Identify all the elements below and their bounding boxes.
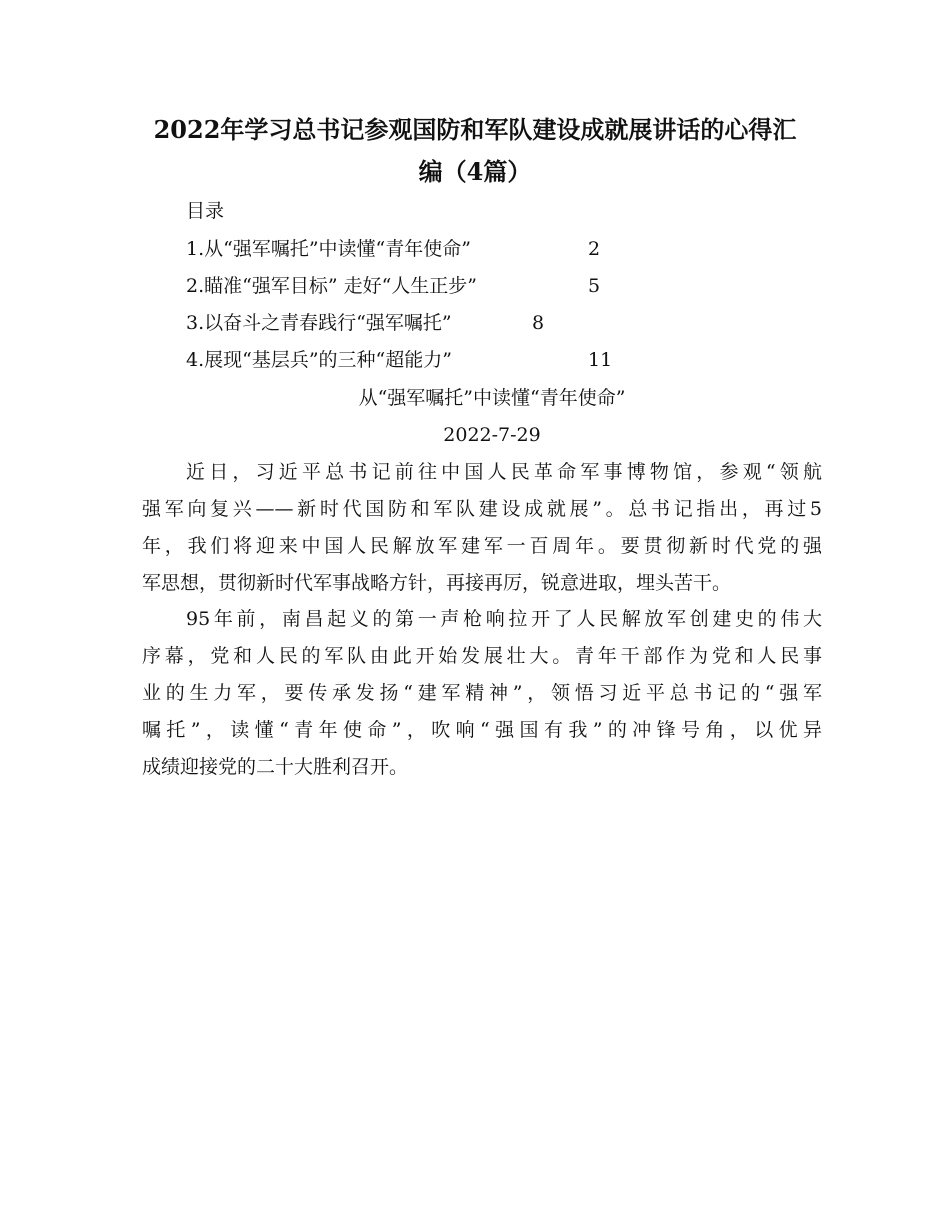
paragraph-line: 军思想，贯彻新时代军事战略方针，再接再厉，锐意进取，埋头苦干。	[142, 572, 732, 594]
paragraph-line: 嘱托”，读懂“青年使命”，吹响“强国有我”的冲锋号角，以优异	[142, 719, 822, 741]
section-date: 2022-7-29	[443, 424, 541, 446]
toc-entry-page: 11	[588, 349, 613, 371]
paragraph-line: 成绩迎接党的二十大胜利召开。	[142, 756, 409, 778]
section-title: 从“强军嘱托”中读懂“青年使命”	[358, 387, 626, 409]
body-paragraph	[142, 601, 822, 786]
document-title-line-2: 编（4篇）	[418, 157, 532, 186]
paragraph-line: 年，我们将迎来中国人民解放军建军一百周年。要贯彻新时代党的强	[142, 535, 822, 557]
toc-entry[interactable]	[186, 234, 601, 264]
document-title-line-1: 2022年学习总书记参观国防和军队建设成就展讲话的心得汇	[153, 115, 797, 144]
toc-entry[interactable]	[186, 308, 545, 338]
toc-entry-text: 1.从“强军嘱托”中读懂“青年使命”	[186, 238, 471, 260]
paragraph-line: 业的生力军，要传承发扬“建军精神”，领悟习近平总书记的“强军	[142, 682, 822, 704]
toc-entry[interactable]	[186, 271, 601, 301]
toc-entry-text: 2.瞄准“强军目标” 走好“人生正步”	[186, 275, 478, 297]
toc-entry[interactable]	[186, 345, 613, 375]
toc-entry-page: 2	[588, 238, 601, 260]
paragraph-line: 强军向复兴——新时代国防和军队建设成就展”。总书记指出，再过5	[142, 498, 822, 520]
paragraph-line: 近日，习近平总书记前往中国人民革命军事博物馆，参观“领航	[186, 461, 822, 483]
toc-entry-text: 3.以奋斗之青春践行“强军嘱托”	[186, 312, 452, 334]
body-paragraph	[142, 454, 822, 602]
toc-entry-page: 8	[532, 312, 545, 334]
toc-entry-text: 4.展现“基层兵”的三种“超能力”	[186, 349, 452, 371]
paragraph-line: 95年前，南昌起义的第一声枪响拉开了人民解放军创建史的伟大	[186, 608, 822, 630]
toc-entry-page: 5	[588, 275, 601, 297]
toc-heading: 目录	[186, 200, 225, 222]
paragraph-line: 序幕，党和人民的军队由此开始发展壮大。青年干部作为党和人民事	[142, 645, 822, 667]
